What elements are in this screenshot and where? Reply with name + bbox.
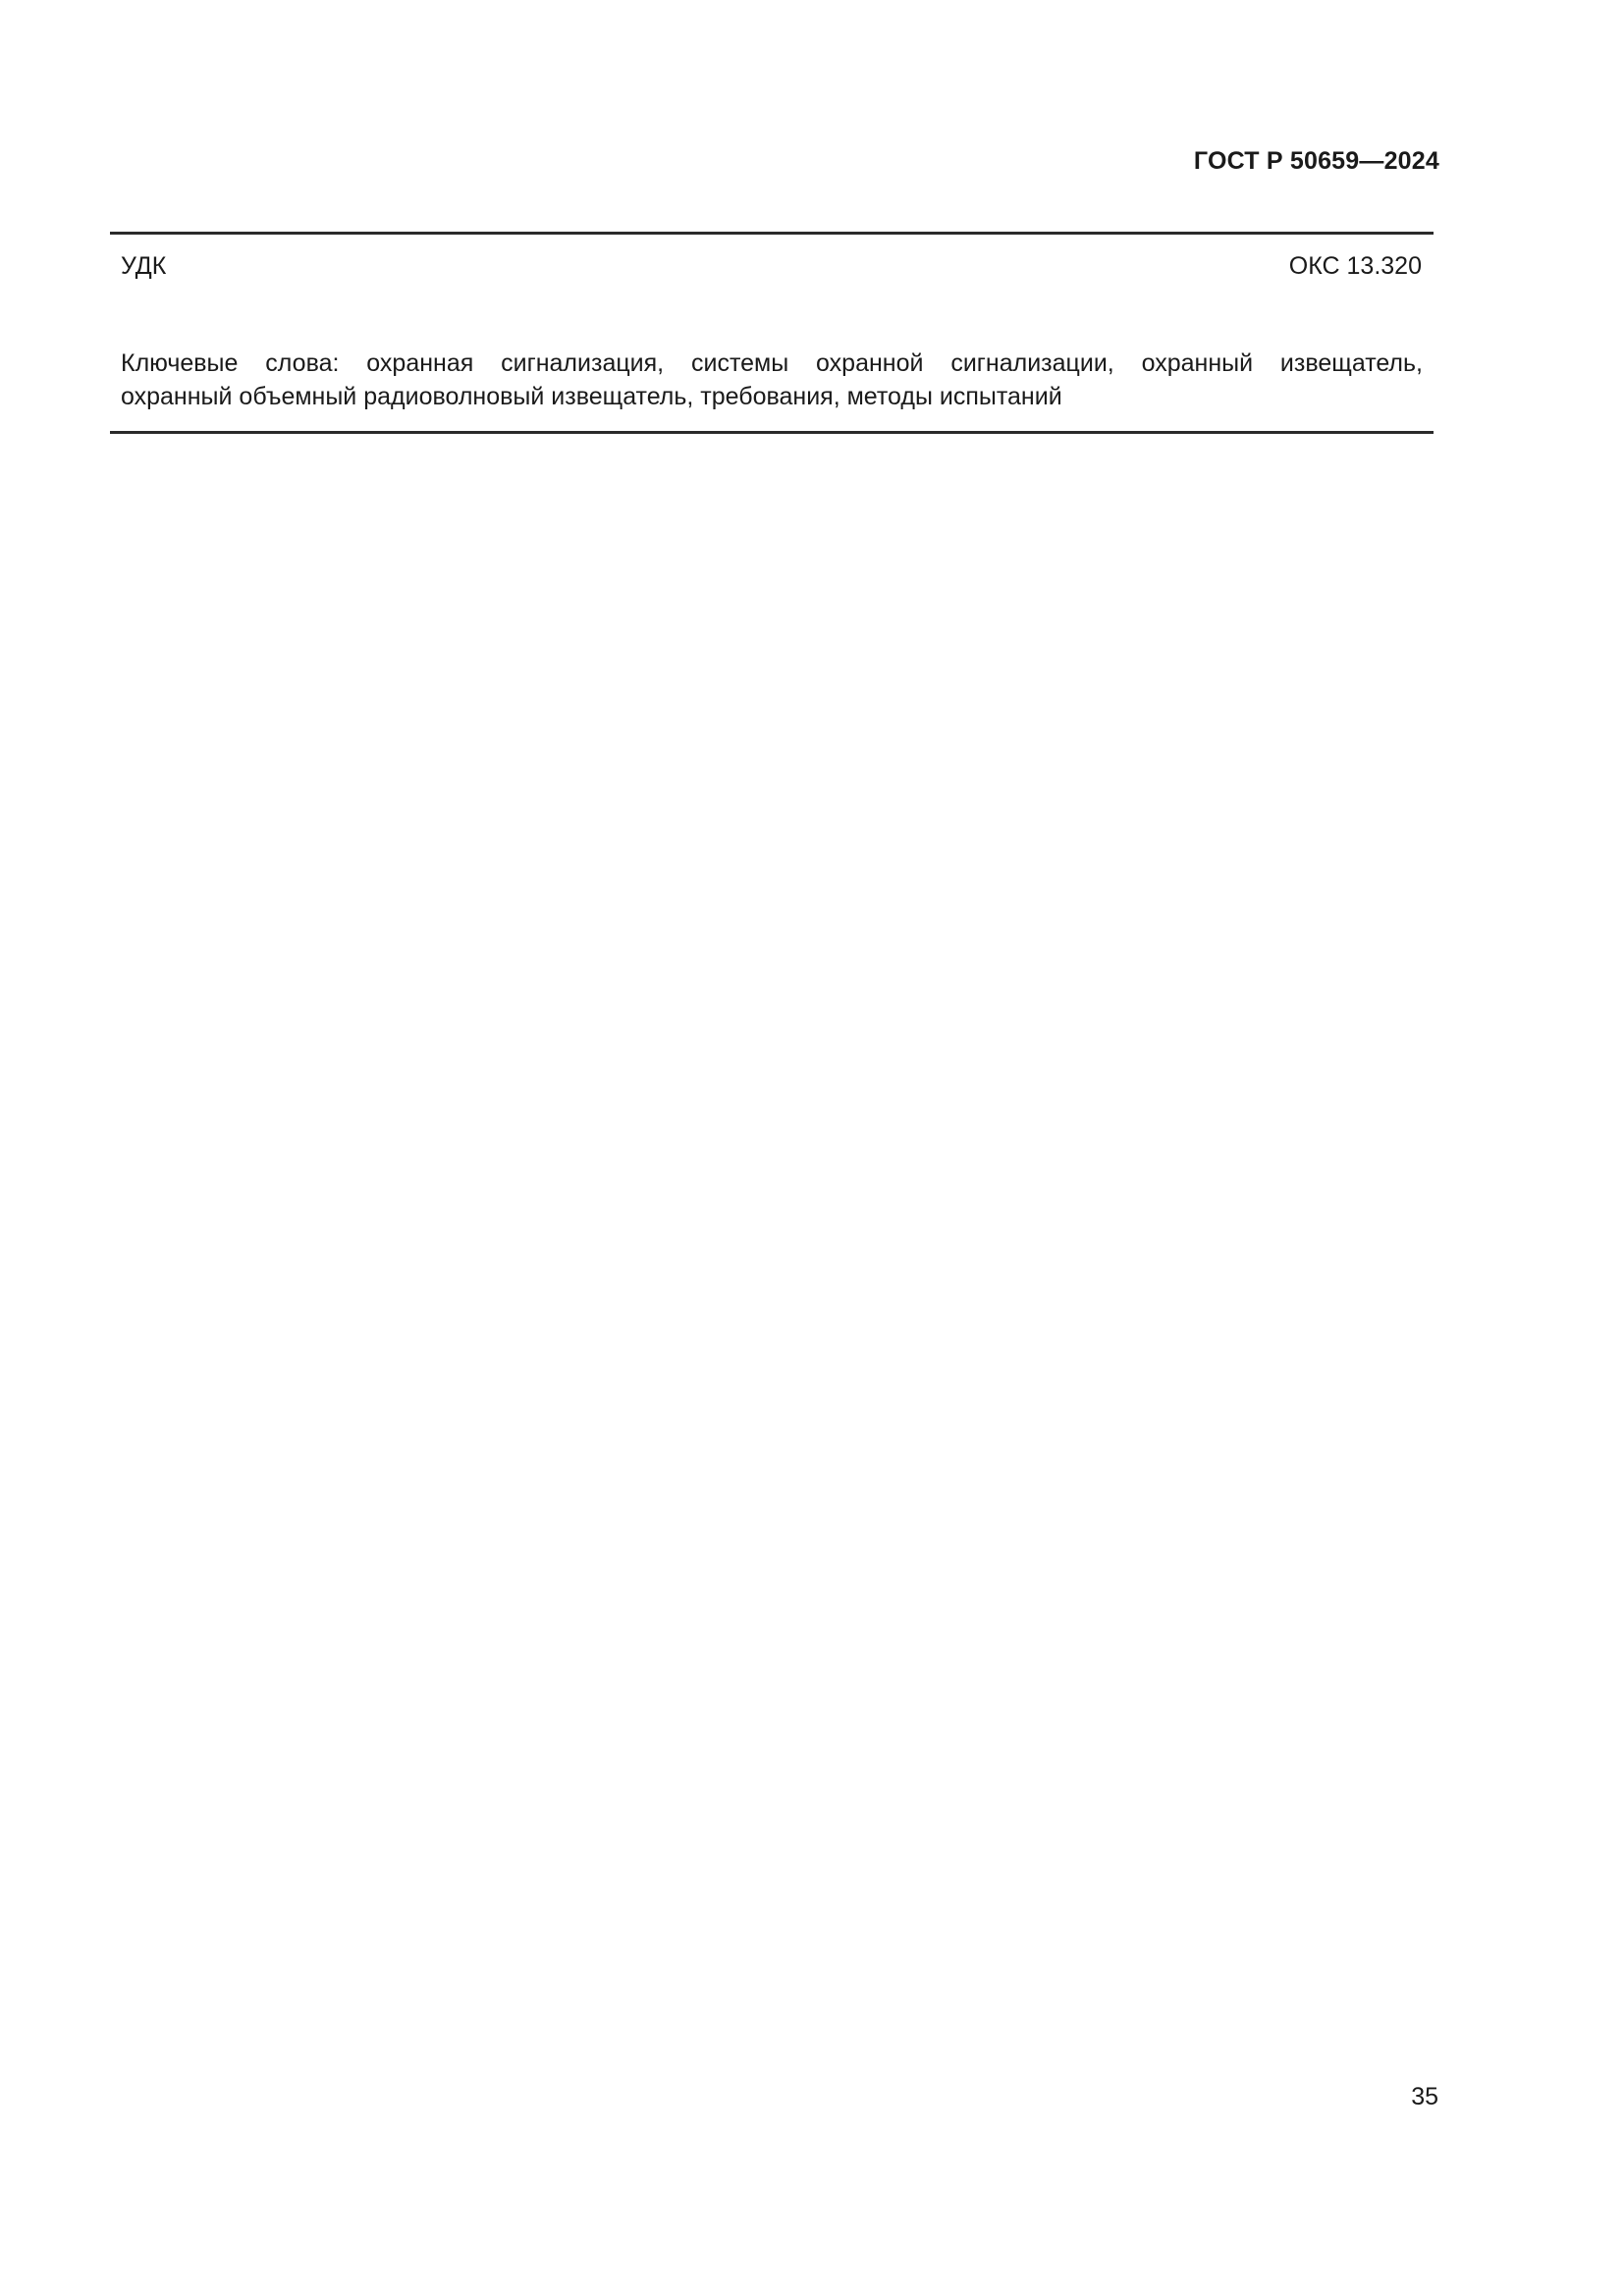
top-divider	[110, 232, 1434, 235]
bottom-divider	[110, 431, 1434, 434]
oks-code: ОКС 13.320	[1288, 252, 1422, 280]
keywords-block	[121, 347, 1423, 413]
keywords-line-1: Ключевые слова: охранная сигнализация, системы охранной сигнализации, охранный извещатель,	[121, 349, 1423, 377]
page-number: 35	[1411, 2083, 1438, 2110]
document-standard-id: ГОСТ Р 50659—2024	[1193, 147, 1439, 175]
keywords-line-2: охранный объемный радиоволновый извещатель, требования, методы испытаний	[121, 383, 1062, 410]
udk-label: УДК	[121, 252, 167, 280]
